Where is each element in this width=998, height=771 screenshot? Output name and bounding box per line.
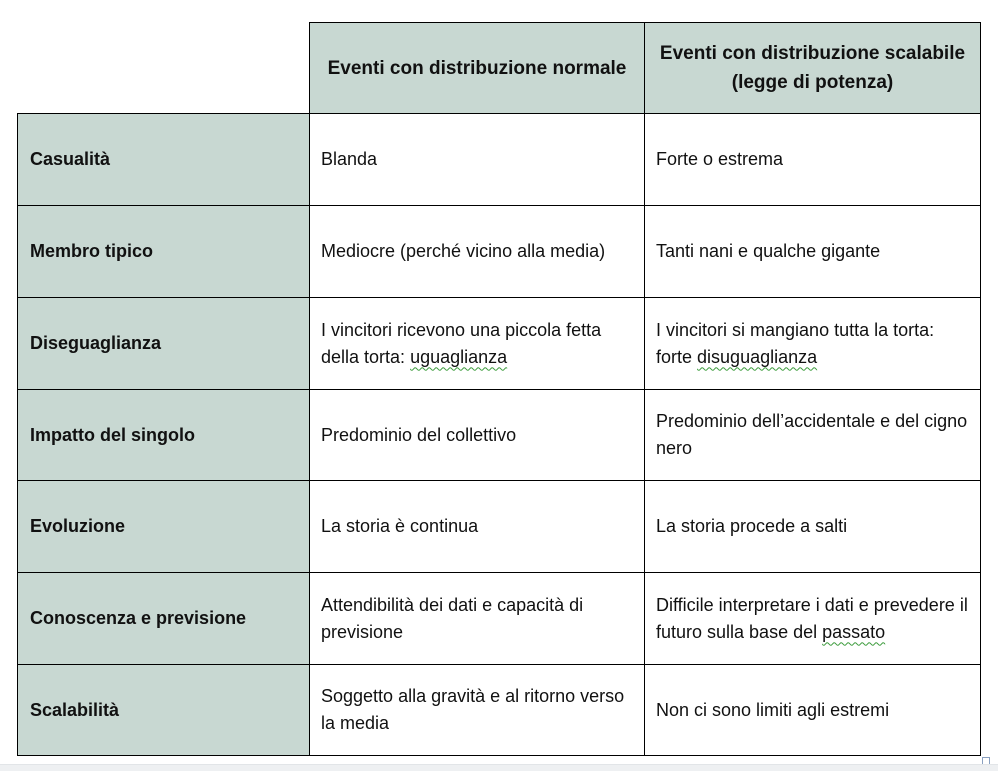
grid-line [17, 572, 981, 573]
cell-text [656, 592, 970, 646]
cell-normal-diseguaglianza [310, 298, 644, 389]
cell-text: Soggetto alla gravità e al ritorno verso la media [321, 686, 625, 733]
cell-normal-conoscenza-e-previsione [310, 573, 644, 664]
cell-scalable-membro-tipico [645, 206, 980, 297]
cell-text: Attendibilità dei dati e capacità di previsione [321, 594, 584, 642]
cell-normal-impatto-del-singolo [310, 390, 644, 480]
cell-text-part: I vincitori si mangiano tutta la torta: forte [656, 319, 935, 367]
cell-scalable-conoscenza-e-previsione [645, 573, 980, 664]
row-label-text: Membro tipico [30, 241, 154, 261]
grid-line [17, 664, 981, 665]
column-header-normal-text: Eventi con distribuzione normale [327, 57, 627, 79]
row-label-text: Conoscenza e previsione [30, 608, 247, 628]
grammar-flagged-word[interactable]: uguaglianza [410, 346, 508, 367]
column-header-normal [310, 23, 644, 113]
row-label-membro-tipico [18, 206, 309, 297]
cell-scalable-diseguaglianza [645, 298, 980, 389]
cell-text: Tanti nani e qualche gigante [656, 241, 881, 261]
cell-text: Blanda [321, 149, 378, 169]
grid-line [980, 22, 981, 756]
cell-scalable-scalabilita [645, 665, 980, 755]
cell-text: La storia procede a salti [656, 516, 848, 536]
column-header-scalable [645, 23, 980, 113]
grid-line [309, 22, 981, 23]
cell-text [656, 317, 970, 371]
grid-line [644, 22, 645, 756]
grid-line [17, 480, 981, 481]
column-header-scalable-text: Eventi con distribuzione scalabile (legge di potenza) [659, 43, 966, 93]
row-label-conoscenza-e-previsione [18, 573, 309, 664]
grid-line [309, 22, 310, 756]
cell-text: Predominio dell’accidentale e del cigno nero [656, 411, 968, 458]
grid-line [17, 389, 981, 390]
cell-text: Predominio del collettivo [321, 424, 517, 445]
cell-text: Mediocre (perché vicino alla media) [321, 241, 606, 261]
grid-line [17, 297, 981, 298]
row-label-text: Evoluzione [30, 516, 126, 536]
cell-text [321, 317, 634, 371]
row-label-text: Casualità [30, 149, 111, 169]
cell-scalable-casualita [645, 114, 980, 205]
grid-line [17, 113, 981, 114]
cell-text: Forte o estrema [656, 149, 784, 169]
cell-scalable-impatto-del-singolo [645, 390, 980, 480]
grammar-flagged-word[interactable]: passato [822, 621, 886, 642]
grid-line [17, 113, 18, 756]
row-label-impatto-del-singolo [18, 390, 309, 480]
grid-line [17, 755, 981, 756]
cell-normal-membro-tipico [310, 206, 644, 297]
grid-line [17, 205, 981, 206]
grammar-flagged-word[interactable]: disuguaglianza [697, 346, 818, 367]
cell-text: La storia è continua [321, 516, 479, 536]
cell-normal-casualita [310, 114, 644, 205]
row-label-text: Scalabilità [30, 699, 120, 720]
row-label-diseguaglianza [18, 298, 309, 389]
row-label-text: Impatto del singolo [30, 424, 195, 445]
row-label-text: Diseguaglianza [30, 333, 162, 353]
cell-normal-evoluzione [310, 481, 644, 572]
row-label-casualita [18, 114, 309, 205]
row-label-scalabilita [18, 665, 309, 755]
cell-normal-scalabilita [310, 665, 644, 755]
cell-scalable-evoluzione [645, 481, 980, 572]
row-label-evoluzione [18, 481, 309, 572]
cell-text-part: Difficile interpretare i dati e prevedere il futuro sulla base del [656, 594, 968, 642]
cell-text-part: I vincitori ricevono una piccola fetta della torta: [321, 319, 602, 367]
cell-text: Non ci sono limiti agli estremi [656, 699, 890, 720]
